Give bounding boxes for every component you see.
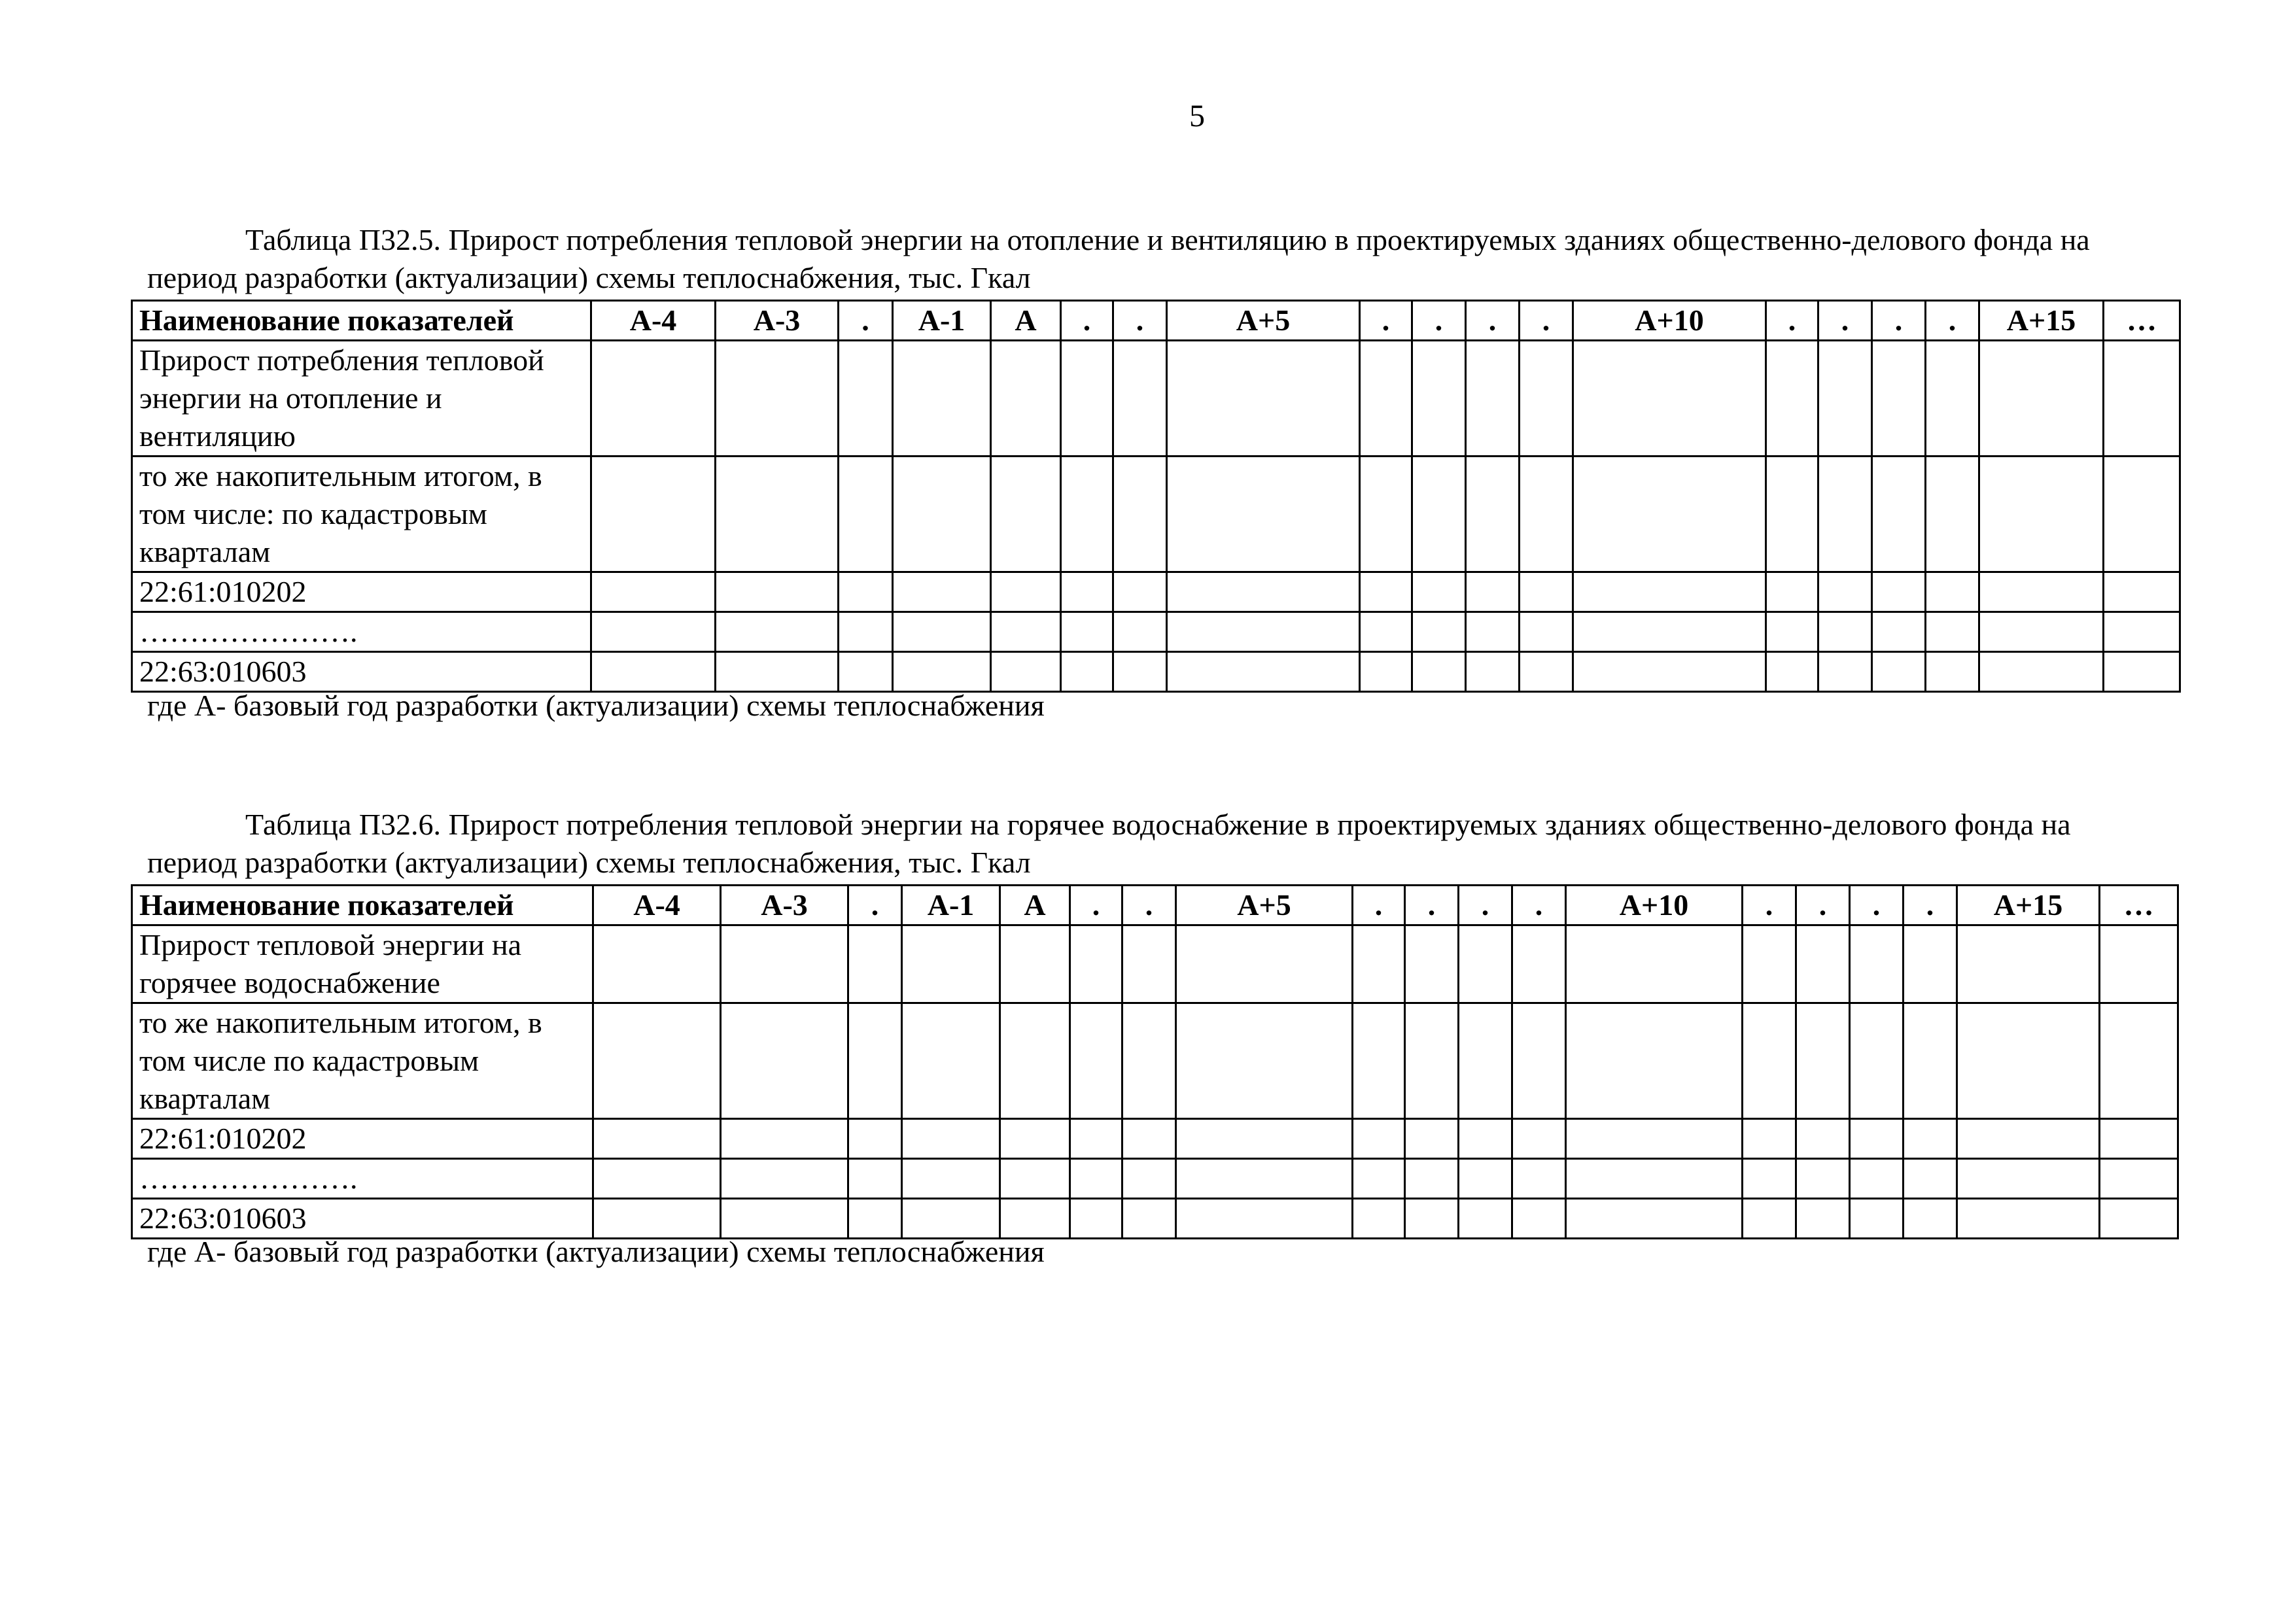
value-cell: [1904, 1119, 1957, 1159]
value-cell: [1405, 1119, 1459, 1159]
value-cell: [1000, 1159, 1070, 1199]
value-cell: [591, 457, 716, 572]
column-header: А-1: [893, 301, 991, 341]
value-cell: [1979, 652, 2104, 692]
column-header: А+10: [1566, 886, 1743, 925]
value-cell: [1113, 572, 1167, 612]
value-cell: [1957, 925, 2100, 1003]
value-cell: [1360, 341, 1412, 457]
value-cell: [1459, 1119, 1512, 1159]
value-cell: [1573, 341, 1766, 457]
value-cell: [721, 1159, 848, 1199]
value-cell: [721, 1003, 848, 1119]
value-cell: [2104, 457, 2180, 572]
value-cell: [1520, 612, 1573, 652]
column-header: .: [1818, 301, 1872, 341]
value-cell: [991, 652, 1061, 692]
row-label: ………………….: [132, 612, 591, 652]
value-cell: [2100, 1003, 2178, 1119]
value-cell: [1412, 572, 1466, 612]
value-cell: [1360, 457, 1412, 572]
column-header: .: [1070, 886, 1122, 925]
value-cell: [591, 652, 716, 692]
value-cell: [1512, 1003, 1566, 1119]
value-cell: [1412, 457, 1466, 572]
value-cell: [991, 457, 1061, 572]
value-cell: [1167, 612, 1360, 652]
value-cell: [1353, 1003, 1405, 1119]
value-cell: [1766, 612, 1818, 652]
value-cell: [1070, 1003, 1122, 1119]
column-header: .: [1850, 886, 1904, 925]
value-cell: [591, 572, 716, 612]
row-label: 22:63:010603: [132, 1199, 593, 1239]
table-body: [132, 341, 2180, 692]
value-cell: [1176, 925, 1353, 1003]
value-cell: [1520, 341, 1573, 457]
value-cell: [593, 1003, 721, 1119]
value-cell: [1466, 572, 1520, 612]
value-cell: [1904, 1159, 1957, 1199]
value-cell: [839, 652, 893, 692]
value-cell: [1850, 1119, 1904, 1159]
value-cell: [593, 1159, 721, 1199]
value-cell: [1979, 572, 2104, 612]
value-cell: [1061, 341, 1113, 457]
column-header: .: [1412, 301, 1466, 341]
table-2-caption-text: Таблица П32.6. Прирост потребления тепловой энергии на горячее водоснабжение в проектируемых зданиях общественно-делового фонда на период разработки (актуализации) схемы теплоснабжения, тыс. Гкал: [147, 808, 2071, 879]
column-header: .: [1904, 886, 1957, 925]
value-cell: [1926, 572, 1979, 612]
value-cell: [716, 341, 839, 457]
value-cell: [1904, 1003, 1957, 1119]
value-cell: [591, 612, 716, 652]
row-label: 22:61:010202: [132, 1119, 593, 1159]
value-cell: [1872, 341, 1926, 457]
value-cell: [1872, 572, 1926, 612]
column-header: .: [1520, 301, 1573, 341]
value-cell: [1061, 572, 1113, 612]
row-label: Прирост тепловой энергии на горячее водоснабжение: [132, 925, 593, 1003]
row-label: то же накопительным итогом, в том числе по кадастровым кварталам: [132, 1003, 593, 1119]
value-cell: [1353, 1119, 1405, 1159]
value-cell: [1512, 1119, 1566, 1159]
value-cell: [991, 341, 1061, 457]
table-body: [132, 925, 2178, 1239]
value-cell: [1070, 1159, 1122, 1199]
value-cell: [1360, 572, 1412, 612]
value-cell: [1512, 925, 1566, 1003]
value-cell: [848, 1003, 902, 1119]
value-cell: [1520, 652, 1573, 692]
value-cell: [591, 341, 716, 457]
value-cell: [893, 572, 991, 612]
value-cell: [716, 572, 839, 612]
value-cell: [1405, 1159, 1459, 1199]
column-header: .: [1796, 886, 1850, 925]
value-cell: [1459, 925, 1512, 1003]
value-cell: [1957, 1003, 2100, 1119]
value-cell: [1122, 1159, 1176, 1199]
value-cell: [902, 1159, 1000, 1199]
value-cell: [1353, 1159, 1405, 1199]
value-cell: [1466, 457, 1520, 572]
column-header: А-4: [591, 301, 716, 341]
value-cell: [1573, 652, 1766, 692]
column-header: А-3: [721, 886, 848, 925]
value-cell: [1818, 457, 1872, 572]
value-cell: [1122, 1003, 1176, 1119]
value-cell: [1405, 1003, 1459, 1119]
column-header: .: [1405, 886, 1459, 925]
value-cell: [902, 1003, 1000, 1119]
value-cell: [1061, 612, 1113, 652]
column-header: …: [2104, 301, 2180, 341]
value-cell: [893, 457, 991, 572]
value-cell: [902, 1119, 1000, 1159]
value-cell: [716, 612, 839, 652]
value-cell: [1061, 457, 1113, 572]
value-cell: [1818, 572, 1872, 612]
table-row: [132, 612, 2180, 652]
value-cell: [1360, 612, 1412, 652]
value-cell: [1796, 1199, 1850, 1239]
column-header: .: [1872, 301, 1926, 341]
value-cell: [1850, 1199, 1904, 1239]
value-cell: [2100, 1119, 2178, 1159]
value-cell: [1796, 925, 1850, 1003]
value-cell: [1070, 1199, 1122, 1239]
value-cell: [1000, 1119, 1070, 1159]
value-cell: [839, 572, 893, 612]
value-cell: [1520, 457, 1573, 572]
table-1-header-row: [132, 301, 2180, 341]
value-cell: [1122, 1119, 1176, 1159]
value-cell: [1466, 612, 1520, 652]
value-cell: [1412, 612, 1466, 652]
value-cell: [1743, 1159, 1796, 1199]
value-cell: [1766, 572, 1818, 612]
column-header: А+5: [1176, 886, 1353, 925]
table-1-caption-text: Таблица П32.5. Прирост потребления тепловой энергии на отопление и вентиляцию в проектируемых зданиях общественно-делового фонда на период разработки (актуализации) схемы теплоснабжения, тыс. Гкал: [147, 223, 2090, 294]
value-cell: [2100, 1199, 2178, 1239]
value-cell: [1904, 925, 1957, 1003]
value-cell: [1926, 341, 1979, 457]
value-cell: [1957, 1119, 2100, 1159]
value-cell: [1796, 1119, 1850, 1159]
column-header: .: [1061, 301, 1113, 341]
value-cell: [1167, 572, 1360, 612]
value-cell: [1904, 1199, 1957, 1239]
value-cell: [1113, 341, 1167, 457]
value-cell: [1353, 1199, 1405, 1239]
value-cell: [1167, 341, 1360, 457]
value-cell: [1926, 612, 1979, 652]
column-header: …: [2100, 886, 2178, 925]
column-header: .: [1466, 301, 1520, 341]
value-cell: [1566, 925, 1743, 1003]
value-cell: [1070, 1119, 1122, 1159]
value-cell: [1818, 612, 1872, 652]
value-cell: [1167, 457, 1360, 572]
value-cell: [848, 1119, 902, 1159]
value-cell: [1405, 925, 1459, 1003]
value-cell: [1818, 341, 1872, 457]
value-cell: [1176, 1119, 1353, 1159]
column-header: А+15: [1957, 886, 2100, 925]
value-cell: [1566, 1159, 1743, 1199]
value-cell: [1061, 652, 1113, 692]
value-cell: [902, 925, 1000, 1003]
value-cell: [991, 572, 1061, 612]
value-cell: [1360, 652, 1412, 692]
value-cell: [893, 612, 991, 652]
page-number: 5: [1189, 99, 1205, 133]
column-header: .: [1743, 886, 1796, 925]
value-cell: [1743, 1119, 1796, 1159]
table-row: [132, 652, 2180, 692]
table-row: [132, 1003, 2178, 1119]
value-cell: [1796, 1003, 1850, 1119]
column-header: А-1: [902, 886, 1000, 925]
value-cell: [1957, 1159, 2100, 1199]
column-header: .: [1766, 301, 1818, 341]
value-cell: [1466, 652, 1520, 692]
column-header: А+10: [1573, 301, 1766, 341]
column-header: .: [1113, 301, 1167, 341]
value-cell: [839, 341, 893, 457]
value-cell: [2104, 572, 2180, 612]
table-row: [132, 457, 2180, 572]
value-cell: [1113, 652, 1167, 692]
value-cell: [848, 925, 902, 1003]
value-cell: [839, 457, 893, 572]
value-cell: [2104, 652, 2180, 692]
value-cell: [1113, 612, 1167, 652]
table-2-header-row: [132, 886, 2178, 925]
value-cell: [1926, 457, 1979, 572]
value-cell: [1743, 1003, 1796, 1119]
column-header: Наименование показателей: [132, 301, 591, 341]
value-cell: [1412, 341, 1466, 457]
value-cell: [1850, 925, 1904, 1003]
value-cell: [1512, 1159, 1566, 1199]
value-cell: [991, 612, 1061, 652]
value-cell: [1850, 1159, 1904, 1199]
table-1: [131, 300, 2181, 693]
value-cell: [593, 1119, 721, 1159]
value-cell: [1573, 612, 1766, 652]
value-cell: [2104, 612, 2180, 652]
value-cell: [1520, 572, 1573, 612]
value-cell: [893, 341, 991, 457]
value-cell: [1926, 652, 1979, 692]
value-cell: [1872, 612, 1926, 652]
value-cell: [848, 1159, 902, 1199]
column-header: .: [1926, 301, 1979, 341]
table-row: [132, 925, 2178, 1003]
value-cell: [721, 925, 848, 1003]
value-cell: [1743, 925, 1796, 1003]
value-cell: [1113, 457, 1167, 572]
value-cell: [1566, 1119, 1743, 1159]
column-header: А: [1000, 886, 1070, 925]
value-cell: [1000, 1003, 1070, 1119]
table-1-note: где А- базовый год разработки (актуализации) схемы теплоснабжения: [147, 689, 1045, 722]
table-row: [132, 572, 2180, 612]
value-cell: [1459, 1199, 1512, 1239]
value-cell: [1167, 652, 1360, 692]
table-row: [132, 1159, 2178, 1199]
column-header: А-3: [716, 301, 839, 341]
value-cell: [1353, 925, 1405, 1003]
value-cell: [1850, 1003, 1904, 1119]
value-cell: [1070, 925, 1122, 1003]
value-cell: [2104, 341, 2180, 457]
column-header: .: [1512, 886, 1566, 925]
value-cell: [1000, 925, 1070, 1003]
value-cell: [1176, 1199, 1353, 1239]
value-cell: [1766, 652, 1818, 692]
column-header: А-4: [593, 886, 721, 925]
column-header: А+5: [1167, 301, 1360, 341]
column-header: .: [848, 886, 902, 925]
column-header: Наименование показателей: [132, 886, 593, 925]
column-header: .: [1360, 301, 1412, 341]
value-cell: [1979, 612, 2104, 652]
value-cell: [1122, 1199, 1176, 1239]
value-cell: [1412, 652, 1466, 692]
value-cell: [2100, 1159, 2178, 1199]
value-cell: [1979, 341, 2104, 457]
row-label: 22:61:010202: [132, 572, 591, 612]
table-row: [132, 1119, 2178, 1159]
value-cell: [1979, 457, 2104, 572]
value-cell: [1566, 1199, 1743, 1239]
value-cell: [1566, 1003, 1743, 1119]
column-header: .: [1353, 886, 1405, 925]
table-2-note: где А- базовый год разработки (актуализации) схемы теплоснабжения: [147, 1235, 1045, 1268]
value-cell: [1466, 341, 1520, 457]
value-cell: [1122, 925, 1176, 1003]
value-cell: [721, 1119, 848, 1159]
table-2: [131, 884, 2179, 1239]
value-cell: [839, 612, 893, 652]
value-cell: [1176, 1003, 1353, 1119]
table-1-caption: [147, 221, 2165, 297]
column-header: .: [1122, 886, 1176, 925]
value-cell: [716, 652, 839, 692]
column-header: .: [1459, 886, 1512, 925]
value-cell: [1872, 652, 1926, 692]
table-2-caption: [147, 806, 2165, 882]
row-label: то же накопительным итогом, в том числе: по кадастровым кварталам: [132, 457, 591, 572]
value-cell: [1459, 1159, 1512, 1199]
column-header: А+15: [1979, 301, 2104, 341]
value-cell: [1957, 1199, 2100, 1239]
value-cell: [2100, 925, 2178, 1003]
value-cell: [1459, 1003, 1512, 1119]
column-header: А: [991, 301, 1061, 341]
table-row: [132, 341, 2180, 457]
value-cell: [893, 652, 991, 692]
value-cell: [1512, 1199, 1566, 1239]
row-label: ………………….: [132, 1159, 593, 1199]
value-cell: [1743, 1199, 1796, 1239]
row-label: 22:63:010603: [132, 652, 591, 692]
value-cell: [1766, 457, 1818, 572]
value-cell: [593, 925, 721, 1003]
value-cell: [1573, 457, 1766, 572]
value-cell: [1176, 1159, 1353, 1199]
row-label: Прирост потребления тепловой энергии на отопление и вентиляцию: [132, 341, 591, 457]
value-cell: [1766, 341, 1818, 457]
value-cell: [1405, 1199, 1459, 1239]
column-header: .: [839, 301, 893, 341]
value-cell: [1872, 457, 1926, 572]
value-cell: [716, 457, 839, 572]
value-cell: [1573, 572, 1766, 612]
value-cell: [1818, 652, 1872, 692]
value-cell: [1796, 1159, 1850, 1199]
